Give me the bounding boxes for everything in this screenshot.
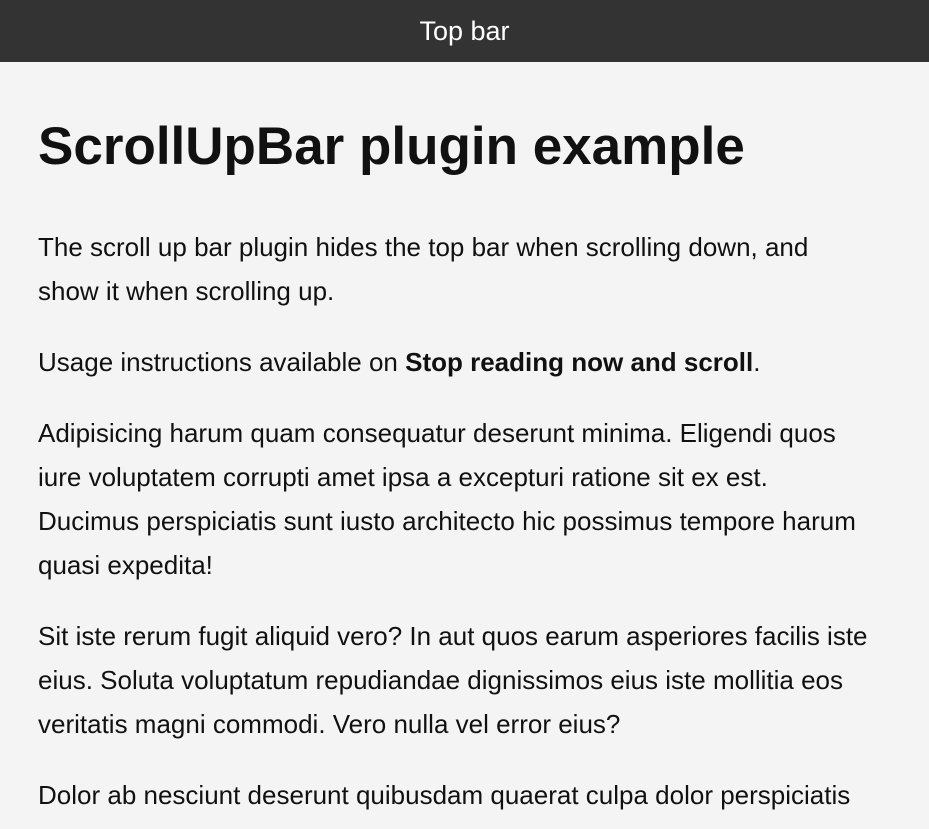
paragraph-line: veritatis magni commodi. Vero nulla vel error eius? (38, 709, 621, 739)
paragraph-line: iure voluptatem corrupti amet ipsa a excepturi ratione sit ex est. (38, 462, 768, 492)
paragraph-line: Adipisicing harum quam consequatur deserunt minima. Eligendi quos (38, 418, 836, 448)
intro-paragraph (38, 225, 929, 313)
paragraph-line: quasi expedita! (38, 550, 213, 580)
usage-prefix: Usage instructions available on (38, 347, 406, 377)
paragraph-line: Dolor ab nesciunt deserunt quibusdam quaerat culpa dolor perspiciatis (38, 780, 851, 810)
page-title: ScrollUpBar plugin example (38, 117, 745, 176)
lorem-paragraph-2 (38, 614, 929, 746)
usage-paragraph (38, 340, 929, 384)
paragraph-line: eius. Soluta voluptatum repudiandae dignissimos eius iste mollitia eos (38, 665, 843, 695)
top-bar (0, 0, 929, 62)
scroll-callout: Stop reading now and scroll (405, 347, 754, 377)
top-bar-title: Top bar (419, 15, 510, 46)
paragraph-line: Ducimus perspiciatis sunt iusto architecto hic possimus tempore harum (38, 506, 856, 536)
lorem-paragraph-3 (38, 773, 929, 817)
paragraph-line: The scroll up bar plugin hides the top bar when scrolling down, and (38, 232, 809, 262)
paragraph-line: show it when scrolling up. (38, 276, 335, 306)
usage-suffix: . (753, 347, 761, 377)
paragraph-line: Sit iste rerum fugit aliquid vero? In aut quos earum asperiores facilis iste (38, 621, 868, 651)
lorem-paragraph-1 (38, 411, 929, 587)
main-content (38, 62, 929, 829)
